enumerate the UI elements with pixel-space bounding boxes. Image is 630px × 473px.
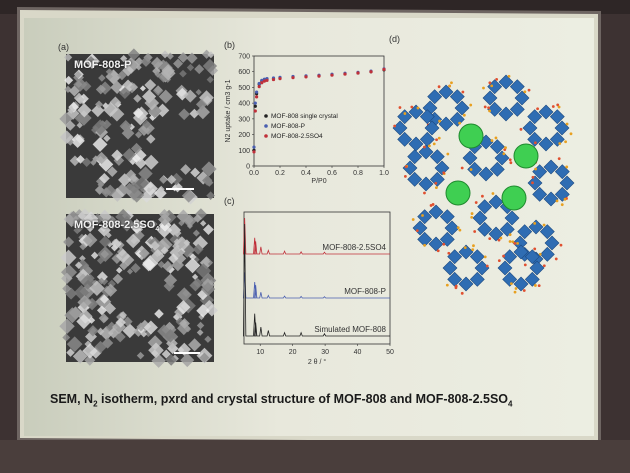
y-tick-label: 100 [238, 147, 250, 155]
isotherm-point [252, 146, 255, 149]
atom [447, 252, 450, 255]
atom [404, 175, 407, 178]
pore-sphere [446, 181, 470, 205]
atom [412, 218, 415, 221]
atom [534, 141, 537, 144]
atom [435, 138, 438, 141]
sem-crystal [186, 52, 197, 63]
atom [442, 243, 445, 246]
atom [464, 246, 467, 249]
isotherm-point [291, 76, 294, 79]
floor-background [0, 440, 630, 473]
isotherm-point [255, 95, 258, 98]
atom [487, 106, 490, 109]
pxrd-chart [222, 206, 392, 374]
atom [432, 203, 435, 206]
atom [491, 139, 494, 142]
atom [552, 105, 555, 108]
atom [492, 192, 495, 195]
isotherm-point [272, 78, 275, 81]
atom [455, 286, 458, 289]
atom [423, 192, 426, 195]
atom [509, 233, 512, 236]
atom [405, 165, 408, 168]
atom [502, 152, 505, 155]
atom [446, 284, 449, 287]
sem-crystal [62, 334, 70, 342]
atom [495, 78, 498, 81]
sem-crystal [133, 94, 141, 102]
pore-sphere [514, 144, 538, 168]
atom [509, 158, 512, 161]
y-tick-label: 700 [238, 53, 250, 61]
atom [450, 81, 453, 84]
x-tick-label: 50 [386, 349, 394, 356]
isotherm-point [254, 102, 257, 105]
atom [461, 292, 464, 295]
pore-sphere [502, 186, 526, 210]
isotherm-point [265, 79, 268, 82]
atom [566, 123, 569, 126]
atom [446, 153, 449, 156]
caption-part1: SEM, N [50, 392, 94, 406]
atom [499, 237, 502, 240]
atom [490, 84, 493, 87]
atom [438, 137, 441, 140]
atom [558, 157, 561, 160]
x-tick-label: 0.6 [327, 170, 337, 177]
isotherm-point [254, 105, 257, 108]
panel-label-c: (c) [224, 196, 235, 206]
slide [24, 18, 594, 436]
atom [437, 249, 440, 252]
atom [564, 140, 567, 143]
atom [472, 244, 475, 247]
sem-crystal [203, 224, 214, 235]
atom [523, 289, 526, 292]
sem-crystal [61, 250, 77, 266]
atom [469, 104, 472, 107]
x-tick-label: 10 [256, 349, 265, 356]
atom [423, 244, 426, 247]
y-tick-label: 400 [238, 100, 250, 108]
atom [482, 87, 485, 90]
atom [502, 255, 505, 258]
legend-entry: MOF-808 single crystal [271, 113, 338, 120]
x-axis-title: P/P0 [311, 178, 327, 185]
atom [399, 106, 402, 109]
y-tick-label: 0 [246, 163, 250, 171]
sem-crystal [178, 108, 190, 120]
sem-crystal [63, 236, 74, 247]
y-tick-label: 200 [238, 132, 250, 140]
atom [442, 171, 445, 174]
atom [539, 253, 542, 256]
sem-label-bottom [74, 219, 159, 233]
isotherm-point [369, 70, 372, 73]
sem-crystal [197, 329, 204, 336]
atom [475, 201, 478, 204]
atom [495, 137, 498, 140]
sem-label-bottom-main: MOF-808-2.5SO [74, 219, 156, 231]
caption-sub1: 2 [93, 399, 98, 409]
sem-crystal [194, 64, 204, 74]
atom [533, 222, 536, 225]
scale-bar-top [166, 188, 194, 190]
atom [488, 110, 491, 113]
x-tick-label: 40 [353, 349, 362, 356]
atom [486, 265, 489, 268]
crystal-structure-image [386, 58, 586, 298]
atom [534, 168, 537, 171]
isotherm-point [330, 74, 333, 77]
atom [516, 242, 519, 245]
atom [556, 199, 559, 202]
isotherm-point [255, 91, 258, 94]
atom [463, 114, 466, 117]
sem-label-bottom-sub: 4 [155, 226, 160, 234]
isotherm-point [317, 75, 320, 78]
atom [555, 258, 558, 261]
y-tick-label: 600 [238, 69, 250, 77]
atom [531, 181, 534, 184]
atom [421, 214, 424, 217]
sem-crystal [98, 74, 105, 81]
sem-crystal [99, 313, 109, 323]
scale-bar-bottom [174, 352, 200, 354]
legend-entry: MOF-808-P [271, 123, 305, 130]
sem-crystal [140, 85, 146, 91]
atom [417, 107, 420, 110]
isotherm-plot-frame [254, 56, 384, 166]
sem-crystal [91, 252, 99, 260]
y-tick-label: 500 [238, 84, 250, 92]
atom [416, 229, 419, 232]
y-tick-label: 300 [238, 116, 250, 124]
x-tick-label: 1.0 [379, 170, 389, 177]
pxrd-trace [243, 224, 390, 336]
atom [558, 106, 561, 109]
x-tick-label: 0.4 [301, 170, 311, 177]
atom [504, 146, 507, 149]
atom [560, 244, 563, 247]
atom [538, 284, 541, 287]
atom [509, 161, 512, 164]
atom [498, 259, 501, 262]
legend-marker [264, 124, 268, 128]
atom [488, 81, 491, 84]
atom [543, 224, 546, 227]
sem-crystal [204, 336, 211, 343]
x-tick-label: 0.2 [275, 170, 285, 177]
isotherm-point [356, 71, 359, 74]
atom [514, 291, 517, 294]
sem-crystal [116, 267, 123, 274]
atom [404, 112, 407, 115]
legend-entry: MOF-808-2.5SO4 [271, 133, 323, 140]
caption-sub2: 4 [508, 399, 513, 409]
atom [448, 85, 451, 88]
panel-label-b: (b) [224, 40, 235, 50]
sem-crystal [179, 70, 187, 78]
atom [508, 75, 511, 78]
atom [520, 128, 523, 131]
atom [461, 167, 464, 170]
atom [458, 229, 461, 232]
atom [473, 230, 476, 233]
atom [532, 176, 535, 179]
atom [433, 142, 436, 145]
sem-crystal [207, 76, 214, 83]
atom [565, 166, 568, 169]
atom [461, 91, 464, 94]
isotherm-chart [222, 48, 392, 198]
isotherm-point [252, 150, 255, 153]
isotherm-point [278, 77, 281, 80]
atom [434, 182, 437, 185]
atom [536, 107, 539, 110]
atom [570, 132, 573, 135]
atom [509, 240, 512, 243]
atom [457, 226, 460, 229]
atom [428, 145, 431, 148]
atom [561, 203, 564, 206]
sem-crystal [187, 64, 194, 71]
sem-label-top: MOF-808-P [74, 59, 132, 71]
atom [471, 212, 474, 215]
sem-crystals-bottom [66, 214, 214, 362]
sem-crystal [64, 53, 72, 61]
isotherm-point [258, 85, 261, 88]
atom [410, 106, 413, 109]
legend-marker [264, 134, 268, 138]
atom [524, 263, 527, 266]
slide-caption [50, 392, 513, 409]
atom [470, 168, 473, 171]
x-tick-label: 20 [288, 349, 297, 356]
atom [528, 89, 531, 92]
atom [438, 120, 441, 123]
atom [458, 122, 461, 125]
x-tick-label: 30 [321, 349, 330, 356]
pxrd-trace-label: MOF-808-2.5SO4 [322, 243, 386, 252]
atom [435, 186, 438, 189]
x-tick-label: 0.0 [249, 170, 259, 177]
atom [438, 85, 441, 88]
atom [564, 198, 567, 201]
atom [515, 287, 518, 290]
atom [471, 248, 474, 251]
atom [484, 106, 487, 109]
atom [393, 125, 396, 128]
sem-crystals-top [66, 54, 214, 198]
atom [534, 284, 537, 287]
atom [423, 146, 426, 149]
atom [513, 242, 516, 245]
isotherm-point [304, 75, 307, 78]
isotherm-point [254, 109, 257, 112]
atom [533, 247, 536, 250]
sem-crystal [180, 353, 194, 367]
pore-sphere [459, 124, 483, 148]
atom [558, 142, 561, 145]
sem-image-top [66, 54, 214, 198]
atom [470, 216, 473, 219]
sem-crystal [154, 309, 164, 319]
atom [523, 90, 526, 93]
atom [543, 264, 546, 267]
caption-part2: isotherm, pxrd and crystal structure of MOF-808 and MOF-808-2.5SO [97, 392, 509, 406]
panel-label-d: (d) [389, 34, 400, 44]
sem-crystal [200, 220, 206, 226]
sem-crystal [180, 164, 191, 175]
sem-crystal [193, 230, 200, 237]
x-axis-title: 2 θ / ° [307, 359, 327, 366]
sem-crystal [206, 191, 215, 200]
isotherm-point [343, 72, 346, 75]
atom [481, 195, 484, 198]
y-axis-title: N2 uptake / cm3 g-1 [225, 79, 232, 143]
atom [484, 255, 487, 258]
pxrd-trace-label: MOF-808-P [344, 287, 386, 296]
atom [488, 237, 491, 240]
atom [510, 282, 513, 285]
legend-marker [264, 114, 268, 118]
sem-image-bottom [66, 214, 214, 362]
sem-crystal [146, 134, 155, 143]
sem-crystal [196, 89, 202, 95]
panel-label-a: (a) [58, 42, 69, 52]
sem-crystal [197, 322, 204, 329]
sem-crystal [159, 176, 167, 184]
pxrd-trace-label: Simulated MOF-808 [314, 325, 386, 334]
atom [498, 239, 501, 242]
sem-crystal [64, 76, 73, 85]
x-tick-label: 0.8 [353, 170, 363, 177]
sem-crystal [137, 352, 145, 360]
